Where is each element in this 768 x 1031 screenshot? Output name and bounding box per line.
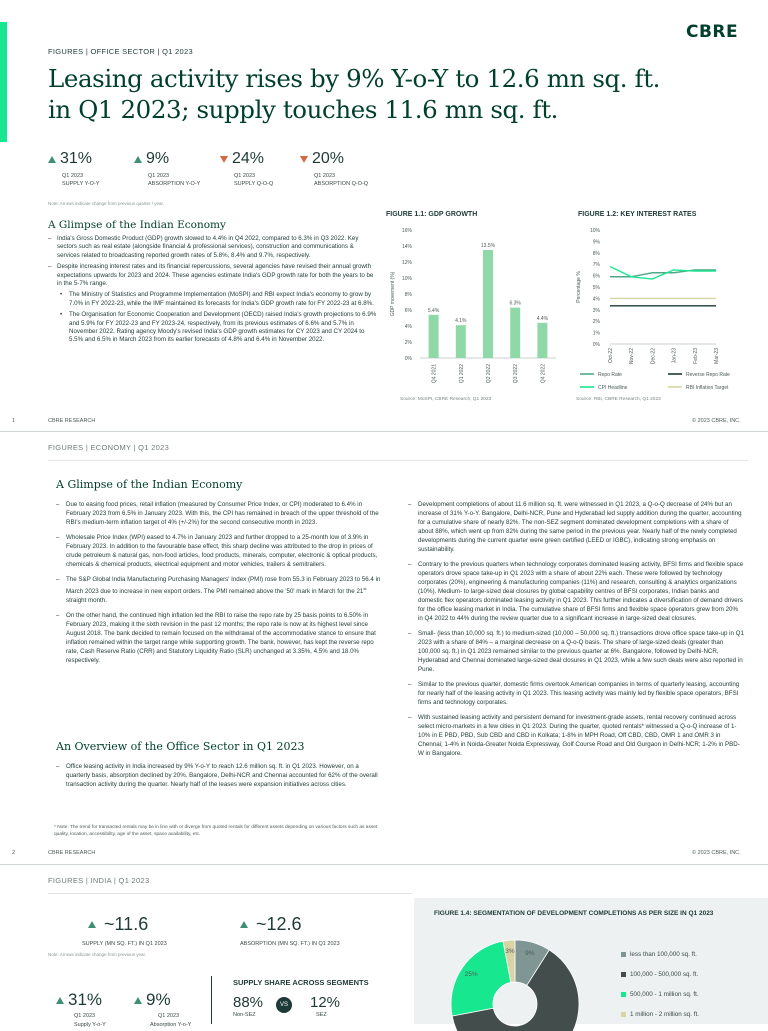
kpi-absorption-yoy-p3: 9% Q1 2023 Absorption Y-o-Y [134, 990, 191, 1028]
arrow-up-icon [88, 921, 96, 928]
y-tick-label: 2% [592, 319, 600, 326]
y-tick-label: 0% [592, 342, 600, 348]
divider [48, 460, 748, 461]
completions-pie-chart [440, 924, 590, 1024]
y-tick-label: 4% [404, 324, 412, 330]
bar [429, 315, 439, 358]
slice-label: 9% [525, 950, 535, 958]
data-label: 13.5% [480, 243, 496, 249]
divider [48, 893, 412, 894]
figure-1-2-source: Source: RBI, CBRE Research, Q1 2023 [576, 397, 661, 402]
x-tick-label: Q4 2022 [540, 364, 547, 384]
y-tick-label: 1% [592, 330, 600, 337]
y-tick-label: 10% [589, 228, 600, 234]
x-tick-label: Jan-23 [671, 348, 678, 364]
x-tick-label: Feb-23 [692, 348, 699, 364]
footer-right: © 2023 CBRE, INC. [692, 850, 741, 856]
bullet-item: – Due to easing food prices, retail inflation (measured by Consumer Price Index, or CPI) moderated to 6.4% in February 2023 from 6.5% in January 2023. With this, the CPI has remained in breach of the upper threshold of the RBI's medium-term inflation target of 4% (+/-2%) for the second consecutive month in 2023. [56, 500, 384, 527]
office-overview-bullets [56, 762, 384, 795]
footer-left: CBRE RESEARCH [48, 418, 96, 424]
bullet-item: – Wholesale Price Index (WPI) eased to 4.7% in January 2023 and further dropped to a 25-month low of 3.9% in February 2023. In addition to the favourable base effect, this sharp decline was attributed to the drop in prices of crude petroleum & natural gas, non-food articles, food products, minerals, computer, electronic & optical products, chemicals & chemical products, electrical equipment and motor vehicles, trailers & semitrailers. [56, 533, 384, 569]
y-tick-label: 12% [401, 260, 412, 266]
bar [456, 325, 466, 358]
arrow-down-icon [300, 156, 308, 163]
section-title-economy-2: A Glimpse of the Indian Economy [56, 478, 243, 491]
figure-1-2-title: FIGURE 1.2: KEY INTEREST RATES [578, 211, 697, 218]
pie-legend [621, 951, 699, 1031]
arrow-down-icon [220, 156, 228, 163]
arrow-up-icon [240, 921, 248, 928]
legend-item: 500,000 - 1 million sq. ft. [621, 991, 699, 998]
page-divider [0, 431, 768, 432]
sez-share: 12% SEZ [310, 994, 341, 1018]
interest-rates-chart [572, 222, 752, 398]
y-tick-label: 5% [592, 285, 600, 291]
y-tick-label: 0% [404, 356, 412, 362]
bullet-item: – Small- (less than 10,000 sq. ft.) to medium-sized (10,000 – 50,000 sq. ft.) transactions drove office space take-up in Q1 2023 with a share of 84% – a marginal decrease on a Q-o-Q basis. The share of large-sized deals (greater than 100,000 sq. ft.) in Q1 2023 remained similar to the previous quarter at 6%. Bangalore, followed by Delhi-NCR, Hyderabad and Chennai dominated large-sized deal closures in Q1 2023, while a few such deals were also reported in Pune. [408, 629, 744, 674]
arrow-up-icon [134, 997, 142, 1004]
supply-share-title: SUPPLY SHARE ACROSS SEGMENTS [233, 978, 369, 987]
bar [537, 323, 547, 358]
x-tick-label: Q4 2021 [431, 364, 438, 384]
page-number: 1 [12, 418, 16, 424]
bar [510, 308, 520, 358]
y-tick-label: 14% [401, 244, 412, 250]
data-label: 6.3% [509, 300, 521, 307]
kpi-absorption-qoq: 20% Q1 2023 ABSORPTION Q-O-Q [300, 150, 368, 188]
legend-label: Repo Rate [598, 372, 622, 378]
legend-label: RBI Inflation Target [686, 385, 729, 391]
y-tick-label: 3% [592, 307, 600, 314]
arrow-up-icon [56, 997, 64, 1004]
headline-line-1: Leasing activity rises by 9% Y-o-Y to 12.6 mn sq. ft. [48, 64, 661, 93]
gdp-growth-chart [386, 222, 566, 398]
pie-slice [451, 941, 511, 1016]
bullet-item: – Office leasing activity in India increased by 9% Y-o-Y to reach 12.6 million sq. ft. in Q1 2023. However, on a quarterly basis, absorption declined by 20%. Bangalore, Delhi-NCR and Chennai accounted for 62% of the overall transaction activity during the quarter. Nearly half of the leases were expansion initiatives across cities. [56, 762, 384, 789]
kpi-absorption-yoy: 9% Q1 2023 ABSORPTION Y-O-Y [134, 150, 200, 188]
bullet-item: – India's Gross Domestic Product (GDP) growth slowed to 4.4% in Q4 2022, compared to 6.3% in Q3 2022. Key sectors such as real estate (alongside financial & professional services), construction and communications & services related to broadcasting reported growth rates of 5.8%, 8.4% and 9.7%, respectively. [48, 235, 378, 260]
section-title-economy: A Glimpse of the Indian Economy [48, 219, 226, 231]
arrow-up-icon [134, 156, 142, 163]
x-tick-label: Oct-22 [608, 348, 614, 364]
bullet-item: – Despite increasing interest rates and its financial repercussions, several agencies have revised their annual growth expectations upwards for 2023 and 2024. These agencies estimate India's GDP growth rate for both the years to be in the 5-7% range. [48, 263, 378, 288]
bullet-item: – Similar to the previous quarter, domestic firms overtook American companies in terms of quarterly leasing, accounting for nearly half of the leasing activity in Q1 2023. This leasing activity was mainly led by flexible space operators, BFSI firms and technology corporates. [408, 680, 744, 707]
data-label: 4.4% [536, 315, 549, 322]
kpi-supply-yoy-p3: 31% Q1 2023 Supply Y-o-Y [56, 990, 106, 1028]
economy-bullets-2 [56, 500, 384, 671]
slice-label: 25% [464, 971, 478, 979]
sub-bullet-item: • The Organisation for Economic Cooperation and Development (OECD) raised India's growth projections to 6.9% and 5.9% for FY 2022-23 and FY 2023-24, respectively, from its previous estimates of 6.6% and 5.7% in November 2022. Rating agency Moody's revised India's GDP growth estimates for CY 2023 and CY 2024 to 5.5% and 6.5% in March 2023 from its earlier forecasts of 4.8% and 6.4% in November 2022. [48, 311, 378, 345]
kpi-supply-qoq: 24% Q1 2023 SUPPLY Q-O-Q [220, 150, 273, 188]
kpi-divider [211, 976, 212, 1024]
figure-1-1-source: Source: MoSPI, CBRE Research, Q1 2023 [400, 397, 492, 402]
x-tick-label: Q1 2022 [458, 364, 465, 384]
y-tick-label: 16% [401, 228, 412, 234]
footnote: * Note: The trend for transacted rentals may be in line with or diverge from quoted rentals for different assets depending on various factors such as asset quality, location, accessibility, age of the asset, space availability, etc. [54, 825, 378, 837]
sub-bullet-item: • The Ministry of Statistics and Programme Implementation (MoSPI) and RBI expect India's economy to grow by 7.0% in FY 2022-23, while the IMF maintained its forecasts for India's GDP growth rate for FY 2022-23 at 6.8%. [48, 291, 378, 308]
breadcrumb: FIGURES | ECONOMY | Q1 2023 [48, 443, 170, 452]
bullet-item: – With sustained leasing activity and persistent demand for investment-grade assets, rental recovery continued across select micro-markets in a few cities in Q1 2023. During the quarter, quoted rentals* witnessed a Q-o-Q increase of 1-10% in E PBD, PBD, Sub CBD and CBD in Kolkata; 1-8% in MPH Road, Off CBD, CBD, OMR 1 and OMR 3 in Chennai; 1-4% in Noida-Greater Noida Expressway, Golf Course Road and Old Gurgaon in Delhi-NCR; 1-2% in PBD-W in Bangalore. [408, 713, 744, 758]
bar [483, 250, 493, 358]
legend-label: Reverse Repo Rate [686, 372, 730, 378]
x-tick-label: Nov-22 [629, 348, 636, 365]
y-tick-label: 7% [592, 262, 600, 269]
x-tick-label: Q2 2022 [486, 364, 492, 384]
legend-item: 100,000 - 500,000 sq. ft. [621, 971, 699, 978]
figure-1-4-title: FIGURE 1.4: SEGMENTATION OF DEVELOPMENT COMPLETIONS AS PER SIZE IN Q1 2023 [434, 910, 714, 917]
legend-item: 1 million - 2 million sq. ft. [621, 1011, 699, 1018]
section-title-office-overview: An Overview of the Office Sector in Q1 2023 [56, 740, 305, 753]
page-divider [0, 864, 768, 865]
x-tick-label: Dec-22 [650, 348, 657, 365]
non-sez-share: 88% Non-SEZ [233, 994, 264, 1018]
bullet-item: – Contrary to the previous quarters when technology corporates dominated leasing activity, BFSI firms and flexible space operators drove space take-up in Q1 2023 with a share of about 22% each. These were followed by technology corporates (20%), engineering & manufacturing companies (11%) and research, consulting & analytics organizations (10%). Medium- to large-sized deal closures by global capability centres of BFSI corporates, Indian banks and domestic flex operators dominated leasing activity in Q1 2023. This further indicates a diversification of demand drivers for the office leasing market in India. The cumulative share of BFSI firms and flexible space operators grew from 20% in Q4 2022 to 44% during the review quarter due to a significant increase in large-sized deal closures. [408, 560, 744, 623]
legend-label: CPI Headline [598, 385, 628, 391]
kpi-absorption-total: ~12.6 ABSORPTION (MN SQ. FT.) IN Q1 2023 [240, 914, 340, 947]
y-tick-label: 2% [404, 340, 412, 346]
arrow-up-icon [48, 156, 56, 163]
y-tick-label: 6% [404, 308, 412, 314]
legend-item: less than 100,000 sq. ft. [621, 951, 699, 958]
y-tick-label: 8% [404, 292, 412, 298]
slice-label: 3% [505, 948, 515, 956]
bullet-item: – The S&P Global India Manufacturing Purchasing Managers' Index (PMI) rose from 55.3 in February 2023 to 56.4 in March 2023 due to increase in new export orders. The PMI remained above the '50' mark in March for the 21st straight month. [56, 575, 384, 605]
page-headline [48, 63, 748, 125]
bullet-item: – Development completions of about 11.6 million sq. ft. were witnessed in Q1 2023, a Q-o-Q decrease of 24% but an increase of 31% Y-o-Y. Bangalore, Delhi-NCR, Pune and Hyderabad led supply addition during the quarter, accounting for a cumulative share of nearly 82%. The non-SEZ segment dominated development completions with a share of about 88%, which went up from 82% during the same period in the previous year. Nearly half of the newly completed developments during the current quarter were green certified (LEED or IGBC), indicating strong emphasis on sustainability. [408, 500, 744, 554]
bullet-item: – On the other hand, the continued high inflation led the RBI to raise the repo rate by 25 basis points to 6.50% in February 2023, making it the sixth revision in the past 12 months; the repo rate is now at its highest level since August 2018. The bank decided to remain focused on the withdrawal of the accommodative stance to ensure that inflation remained within the target range while supporting growth. The bank, however, has kept the reverse repo rate, Cash Reserve Ratio (CRR) and Statutory Liquidity Ratio (SLR) unchanged at 3.35%, 4.5% and 18.0% respectively. [56, 611, 384, 665]
data-label: 5.4% [427, 307, 440, 314]
kpi-supply-total: ~11.6 SUPPLY (MN SQ. FT.) IN Q1 2023 [82, 914, 167, 947]
footer-right: © 2023 CBRE, INC. [692, 418, 741, 424]
breadcrumb: FIGURES | OFFICE SECTOR | Q1 2023 [48, 47, 193, 56]
y-tick-label: 4% [592, 296, 600, 303]
y-axis-label: Percentage % [576, 271, 582, 303]
footer-left: CBRE RESEARCH [48, 850, 96, 856]
breadcrumb: FIGURES | INDIA | Q1 2023 [48, 876, 150, 885]
kpi-supply-yoy: 31% Q1 2023 SUPPLY Y-O-Y [48, 150, 99, 188]
figure-1-1-title: FIGURE 1.1: GDP GROWTH [386, 211, 478, 218]
x-tick-label: Q3 2022 [513, 364, 520, 384]
y-axis-label: GDP movement (%) [390, 271, 396, 317]
data-label: 4.1% [455, 318, 467, 325]
y-tick-label: 8% [592, 250, 600, 257]
y-tick-label: 6% [592, 273, 600, 280]
page-number: 2 [12, 850, 16, 856]
office-sector-bullets [408, 500, 744, 764]
y-tick-label: 10% [401, 276, 412, 282]
vs-badge: VS [276, 997, 292, 1013]
cbre-logo: CBRE [686, 22, 739, 42]
economy-bullets [48, 235, 378, 348]
kpi-note: Note: Arrows indicate change from previous quarter / year. [48, 201, 165, 206]
headline-line-2: in Q1 2023; supply touches 11.6 mn sq. ft. [48, 95, 559, 124]
x-tick-label: Mar-23 [714, 348, 720, 364]
arrows-note: Note: Arrows indicate change from previous year. [48, 952, 147, 957]
y-tick-label: 9% [592, 239, 600, 246]
accent-bar [0, 22, 7, 142]
